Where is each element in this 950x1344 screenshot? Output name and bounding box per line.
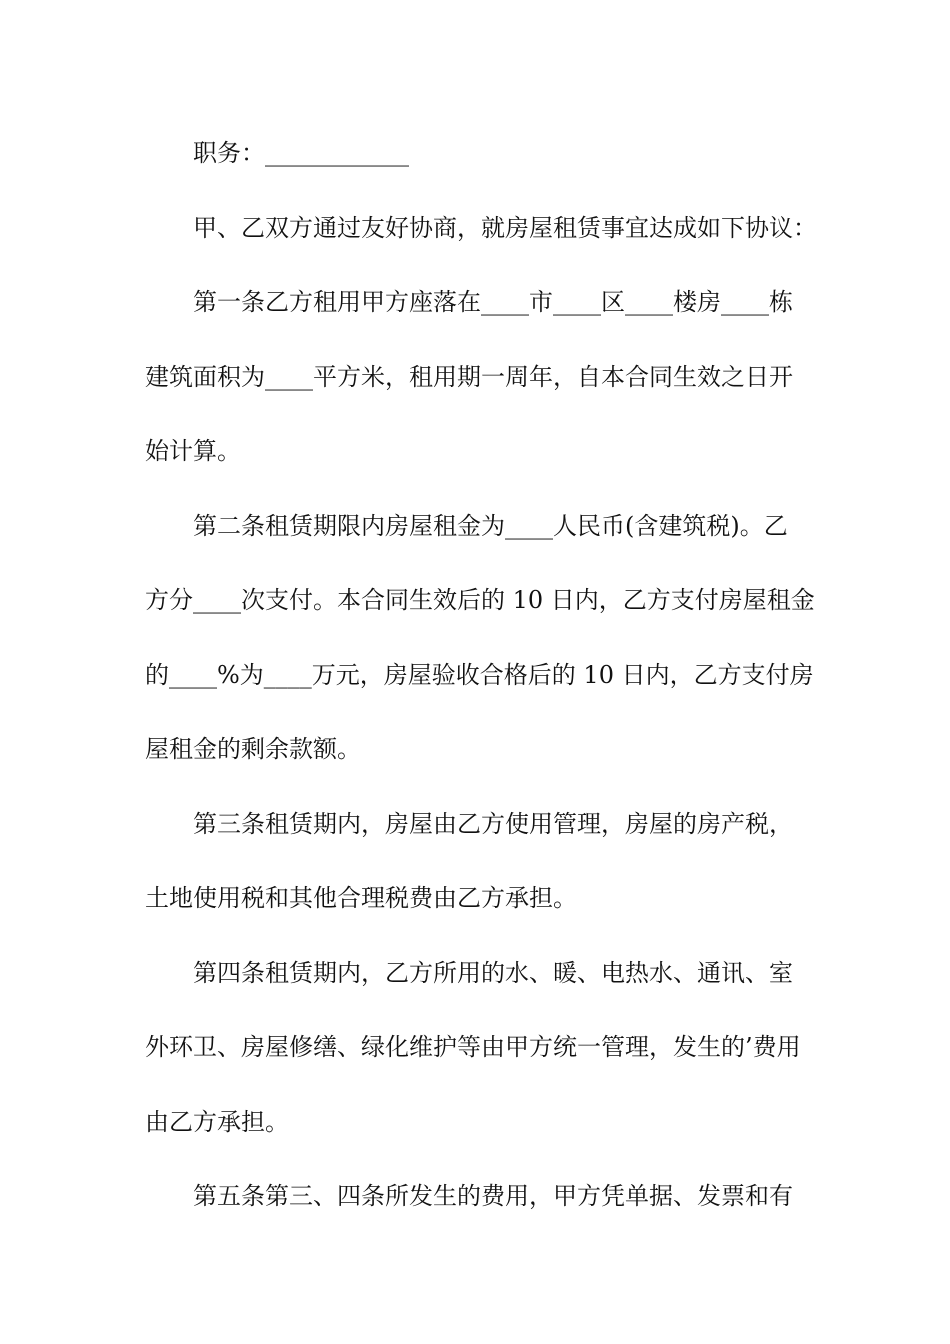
article-4-line-2: 外环卫、房屋修缮、绿化维护等由甲方统一管理，发生的’费用 bbox=[145, 1033, 801, 1061]
article-3-line-2: 土地使用税和其他合理税费由乙方承担。 bbox=[145, 884, 577, 912]
article-1-line-1: 第一条乙方租用甲方座落在____市____区____楼房____栋 bbox=[193, 288, 793, 316]
article-2-line-2: 方分____次支付。本合同生效后的 10 日内，乙方支付房屋租金 bbox=[145, 586, 815, 614]
article-4-line-1: 第四条租赁期内，乙方所用的水、暖、电热水、通讯、室 bbox=[193, 959, 793, 987]
position-field-line: 职务：____________ bbox=[193, 139, 409, 167]
article-4-line-3: 由乙方承担。 bbox=[145, 1108, 289, 1136]
article-5-line-1: 第五条第三、四条所发生的费用，甲方凭单据、发票和有 bbox=[193, 1182, 793, 1210]
article-2-line-3: 的____%为____万元，房屋验收合格后的 10 日内，乙方支付房 bbox=[145, 661, 814, 689]
article-3-line-1: 第三条租赁期内，房屋由乙方使用管理，房屋的房产税， bbox=[193, 810, 793, 838]
article-2-line-4: 屋租金的剩余款额。 bbox=[145, 735, 361, 763]
article-2-line-1: 第二条租赁期限内房屋租金为____人民币(含建筑税)。乙 bbox=[193, 512, 788, 540]
article-1-line-2: 建筑面积为____平方米，租用期一周年，自本合同生效之日开 bbox=[145, 363, 793, 391]
article-1-line-3: 始计算。 bbox=[145, 437, 241, 465]
agreement-intro-line: 甲、乙双方通过友好协商，就房屋租赁事宜达成如下协议： bbox=[193, 214, 817, 242]
